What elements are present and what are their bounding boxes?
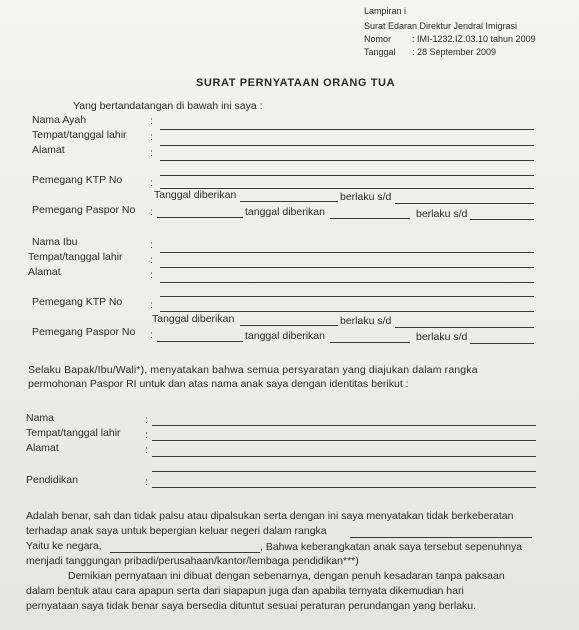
father-passport-date-label: tanggal diberikan: [245, 206, 325, 218]
mother-passport-valid-label: berlaku s/d: [416, 331, 468, 343]
father-ktp-label: Pemegang KTP No: [32, 174, 123, 186]
father-address-field[interactable]: [160, 160, 534, 161]
closing-line-6: dalam bentuk atau cara apapun serta dari siapapun juga dan apabila ternyata dikemudian hari: [26, 585, 464, 597]
mother-ktp-date-label: Tanggal diberikan: [152, 313, 235, 325]
colon: :: [150, 131, 153, 143]
surat-edaran-label: Surat Edaran Direktur Jendral Imigrasi: [364, 21, 518, 31]
colon: :: [150, 239, 153, 251]
father-passport-valid-label: berlaku s/d: [416, 208, 468, 220]
tanggal-label: Tanggal: [364, 47, 396, 57]
mother-ktp-field[interactable]: [160, 311, 534, 312]
intro-text: Yang bertandatangan di bawah ini saya :: [73, 100, 263, 112]
colon: :: [145, 429, 148, 441]
purpose-field[interactable]: [350, 537, 532, 538]
tanggal-value: : 28 September 2009: [412, 47, 497, 57]
mother-address-field[interactable]: [160, 282, 534, 283]
mother-ttl-label: Tempat/tanggal lahir: [28, 251, 123, 263]
child-address-field-2[interactable]: [152, 471, 536, 472]
statement-line-1: Selaku Bapak/Ibu/Wali*), menyatakan bahwa semua persyaratan yang diajukan dalam rangka: [28, 364, 478, 376]
colon: :: [145, 476, 148, 488]
child-address-label: Alamat: [26, 442, 59, 454]
colon: :: [150, 254, 153, 266]
colon: :: [150, 177, 153, 189]
child-name-label: Nama: [26, 412, 55, 424]
mother-address-field-2[interactable]: [160, 296, 534, 297]
father-ktp-valid-field[interactable]: [395, 203, 534, 204]
colon: :: [150, 147, 153, 159]
father-ktp-date-field[interactable]: [240, 201, 338, 202]
father-name-label: Nama Ayah: [32, 114, 87, 126]
document-title: SURAT PERNYATAAN ORANG TUA: [196, 77, 396, 89]
child-address-field[interactable]: [152, 456, 536, 457]
closing-line-5: Demikian pernyataan ini dibuat dengan sebenarnya, dengan penuh kesadaran tanpa paksaan: [68, 570, 505, 582]
child-name-field[interactable]: [152, 425, 536, 426]
closing-line-4: menjadi tanggungan pribadi/perusahaan/kantor/lembaga pendidikan***): [26, 555, 359, 567]
nomor-label: Nomor: [364, 34, 392, 44]
colon: :: [145, 444, 148, 456]
colon: :: [150, 269, 153, 281]
mother-passport-field[interactable]: [157, 341, 243, 342]
father-address-label: Alamat: [32, 144, 65, 156]
mother-ttl-field[interactable]: [160, 267, 534, 268]
lampiran-label: Lampiran i: [364, 6, 407, 16]
father-ttl-label: Tempat/tanggal lahir: [32, 129, 127, 141]
closing-line-3b: , Bahwa keberangkatan anak saya tersebut sepenuhnya: [260, 541, 523, 553]
closing-line-2: terhadap anak saya untuk bepergian keluar negeri dalam rangka: [26, 525, 327, 537]
colon: :: [150, 206, 153, 218]
father-ktp-date-label: Tanggal diberikan: [154, 189, 237, 201]
mother-name-field[interactable]: [160, 252, 534, 253]
mother-passport-date-field[interactable]: [330, 342, 410, 343]
father-passport-field[interactable]: [157, 217, 243, 218]
mother-passport-label: Pemegang Paspor No: [32, 326, 136, 338]
child-education-label: Pendidikan: [26, 474, 78, 486]
colon: :: [150, 299, 153, 311]
father-ktp-valid-label: berlaku s/d: [340, 191, 392, 203]
mother-ktp-label: Pemegang KTP No: [32, 296, 123, 308]
colon: :: [150, 115, 153, 127]
country-field[interactable]: [110, 552, 260, 553]
father-passport-valid-field[interactable]: [470, 219, 534, 220]
mother-ktp-valid-label: berlaku s/d: [340, 315, 392, 327]
mother-name-label: Nama Ibu: [32, 236, 78, 248]
nomor-value: : IMI-1232.IZ.03.10 tahun 2009: [412, 34, 536, 44]
father-name-field[interactable]: [160, 129, 534, 130]
child-education-field[interactable]: [152, 487, 536, 488]
mother-ktp-valid-field[interactable]: [395, 327, 534, 328]
child-ttl-field[interactable]: [152, 440, 536, 441]
closing-line-1: Adalah benar, sah dan tidak palsu atau dipalsukan serta dengan ini saya menyatakan tidak berkeberatan: [26, 510, 514, 522]
father-passport-label: Pemegang Paspor No: [32, 204, 136, 216]
mother-ktp-date-field[interactable]: [240, 325, 338, 326]
child-ttl-label: Tempat/tanggal lahir: [26, 427, 121, 439]
father-ttl-field[interactable]: [160, 145, 534, 146]
mother-passport-date-label: tanggal diberikan: [245, 330, 325, 342]
statement-line-2: permohonan Paspor RI untuk dan atas nama anak saya dengan identitas berikut :: [28, 378, 409, 390]
mother-address-label: Alamat: [28, 266, 61, 278]
father-address-field-2[interactable]: [160, 175, 534, 176]
closing-line-7: pernyataan saya tidak benar saya bersedia dituntut sesuai peraturan perundangan yang berlaku.: [26, 600, 477, 612]
closing-line-3a: Yaitu ke negara,: [26, 540, 102, 552]
colon: :: [150, 329, 153, 341]
mother-passport-valid-field[interactable]: [470, 343, 534, 344]
father-passport-date-field[interactable]: [330, 218, 410, 219]
colon: :: [145, 414, 148, 426]
